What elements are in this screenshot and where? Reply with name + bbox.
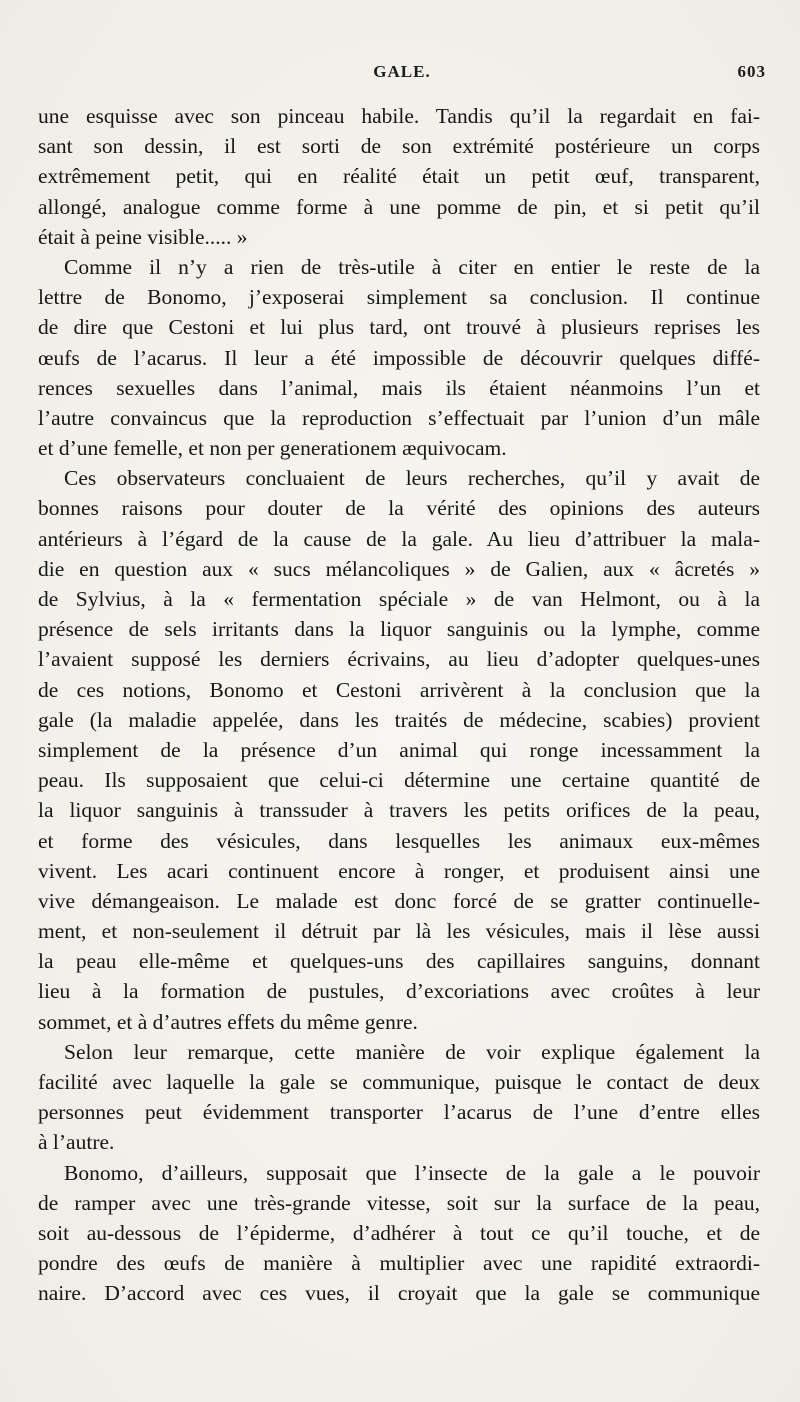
text-line: extrêmement petit, qui en réalité était un petit œuf, transparent, xyxy=(38,164,760,189)
text-line: peau. Ils supposaient que celui-ci détermine une certaine quantité de xyxy=(38,768,760,793)
text-line: Ces observateurs concluaient de leurs recherches, qu’il y avait de xyxy=(64,466,760,491)
text-line: la peau elle-même et quelques-uns des capillaires sanguins, donnant xyxy=(38,949,760,974)
text-line: personnes peut évidemment transporter l’acarus de l’une d’entre elles xyxy=(38,1100,760,1125)
text-line: et forme des vésicules, dans lesquelles les animaux eux-mêmes xyxy=(38,828,760,853)
text-line: et d’une femelle, et non per generationem æquivocam. xyxy=(38,436,507,461)
text-line: Selon leur remarque, cette manière de voir explique également la xyxy=(64,1039,760,1064)
text-line: bonnes raisons pour douter de la vérité des opinions des auteurs xyxy=(38,496,760,521)
text-line: était à peine visible..... » xyxy=(38,224,248,249)
text-line: lettre de Bonomo, j’exposerai simplement sa conclusion. Il continue xyxy=(38,285,760,310)
text-line: simplement de la présence d’un animal qui ronge incessamment la xyxy=(38,737,760,762)
text-line: die en question aux « sucs mélancoliques » de Galien, aux « âcretés » xyxy=(38,556,760,581)
text-line: ment, et non-seulement il détruit par là les vésicules, mais il lèse aussi xyxy=(38,919,760,944)
text-line: œufs de l’acarus. Il leur a été impossible de découvrir quelques diffé- xyxy=(38,345,760,370)
text-line: soit au-dessous de l’épiderme, d’adhérer à tout ce qu’il touche, et de xyxy=(38,1220,760,1245)
text-line: Comme il n’y a rien de très-utile à citer en entier le reste de la xyxy=(64,254,760,279)
running-head xyxy=(38,62,766,86)
text-line: gale (la maladie appelée, dans les traités de médecine, scabies) provient xyxy=(38,707,760,732)
running-title: GALE. xyxy=(373,62,431,81)
text-line: une esquisse avec son pinceau habile. Tandis qu’il la regardait en fai- xyxy=(38,104,760,128)
text-line: l’avaient supposé les derniers écrivains, au lieu d’adopter quelques-unes xyxy=(38,647,760,672)
text-line: à l’autre. xyxy=(38,1130,115,1155)
text-line: la liquor sanguinis à transsuder à travers les petits orifices de la peau, xyxy=(38,798,760,823)
text-line: lieu à la formation de pustules, d’excoriations avec croûtes à leur xyxy=(38,979,760,1004)
text-line: sommet, et à d’autres effets du même genre. xyxy=(38,1009,418,1034)
text-line: l’autre convaincus que la reproduction s’effectuait par l’union d’un mâle xyxy=(38,405,760,430)
text-line: de Sylvius, à la « fermentation spéciale » de van Helmont, ou à la xyxy=(38,587,760,611)
page-number: 603 xyxy=(737,62,766,81)
text-line: sant son dessin, il est sorti de son extrémité postérieure un corps xyxy=(38,134,760,159)
text-line: de ces notions, Bonomo et Cestoni arrivèrent à la conclusion que la xyxy=(38,677,760,702)
text-line: vivent. Les acari continuent encore à ronger, et produisent ainsi une xyxy=(38,858,760,883)
text-line: Bonomo, d’ailleurs, supposait que l’insecte de la gale a le pouvoir xyxy=(64,1160,760,1185)
text-line: naire. D’accord avec ces vues, il croyait que la gale se communique xyxy=(38,1281,760,1306)
text-line: de ramper avec une très-grande vitesse, soit sur la surface de la peau, xyxy=(38,1190,760,1215)
text-line: présence de sels irritants dans la liquor sanguinis ou la lymphe, comme xyxy=(38,617,760,642)
text-line: de dire que Cestoni et lui plus tard, ont trouvé à plusieurs reprises les xyxy=(38,315,760,340)
text-line: rences sexuelles dans l’animal, mais ils étaient néanmoins l’un et xyxy=(38,375,760,400)
text-line: pondre des œufs de manière à multiplier avec une rapidité extraordi- xyxy=(38,1251,760,1276)
text-line: antérieurs à l’égard de la cause de la gale. Au lieu d’attribuer la mala- xyxy=(38,526,760,551)
body-text xyxy=(38,101,760,1309)
text-line: vive démangeaison. Le malade est donc forcé de se gratter continuelle- xyxy=(38,888,760,913)
text-line: facilité avec laquelle la gale se communique, puisque le contact de deux xyxy=(38,1070,760,1094)
text-line: allongé, analogue comme forme à une pomme de pin, et si petit qu’il xyxy=(38,194,760,219)
